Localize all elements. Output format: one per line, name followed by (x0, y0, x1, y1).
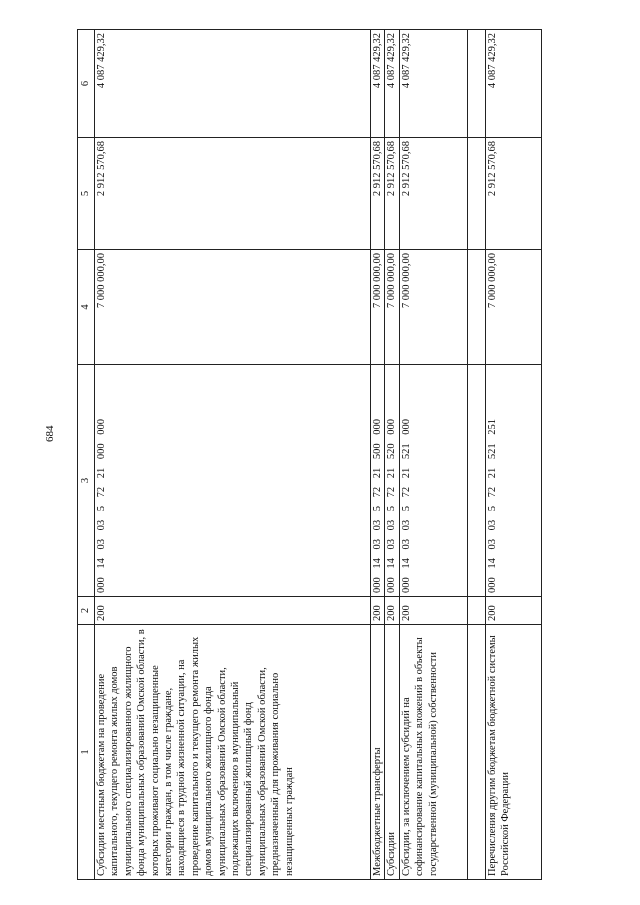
row-col4: 7 000 000,00 (371, 250, 385, 365)
row-name: Субсидии, за исключением субсидий на софинансирование капитальных вложений в объекты государственной (муниципальной) собственности (399, 625, 467, 880)
row-col2 (467, 597, 485, 625)
page-number: 684 (44, 425, 56, 442)
header-col-3: 3 (78, 365, 95, 597)
table-header-row (78, 30, 95, 880)
rotated-table-container (77, 30, 542, 880)
row-col5: 2 912 570,68 (385, 138, 399, 250)
row-col4 (467, 250, 485, 365)
row-name: Межбюджетные трансферты (371, 625, 385, 880)
row-col4: 7 000 000,00 (95, 250, 371, 365)
table-row (385, 30, 399, 880)
row-name: Перечисления другим бюджетам бюджетной системы Российской Федерации (485, 625, 541, 880)
row-col2: 200 (399, 597, 467, 625)
header-col-5: 5 (78, 138, 95, 250)
row-col2: 200 (485, 597, 541, 625)
row-col4: 7 000 000,00 (385, 250, 399, 365)
header-col-1: 1 (78, 625, 95, 880)
row-col5: 2 912 570,68 (95, 138, 371, 250)
row-col4: 7 000 000,00 (485, 250, 541, 365)
header-col-4: 4 (78, 250, 95, 365)
table-row (95, 30, 371, 880)
table-row (467, 30, 485, 880)
row-col6 (467, 30, 485, 138)
header-col-2: 2 (78, 597, 95, 625)
row-name: Субсидии местным бюджетам на проведение капитального, текущего ремонта жилых домов муниципального специализированного жилищного фонда муниципальных образований Омской области, в которых проживают социально незащищенные категории граждан, в том числе граждане, находящиеся в трудной жизненной ситуации, на проведение капитального и текущего ремонта жилых домов муниципального жилищного фонда муниципальных образований Омской области, подлежащих включению в муниципальный специализированный жилищный фонд муниципальных образований Омской области, предназначенный для проживания социально незащищенных граждан (95, 625, 371, 880)
row-code: 000 14 03 03 5 72 21 000 000 (95, 365, 371, 597)
row-col2: 200 (371, 597, 385, 625)
row-col6: 4 087 429,32 (95, 30, 371, 138)
row-col6: 4 087 429,32 (385, 30, 399, 138)
row-col6: 4 087 429,32 (485, 30, 541, 138)
budget-table (77, 29, 542, 880)
row-code: 000 14 03 03 5 72 21 520 000 (385, 365, 399, 597)
table-row (399, 30, 467, 880)
row-name: Субсидии (385, 625, 399, 880)
row-col6: 4 087 429,32 (399, 30, 467, 138)
row-col2: 200 (385, 597, 399, 625)
row-col5: 2 912 570,68 (485, 138, 541, 250)
row-col4: 7 000 000,00 (399, 250, 467, 365)
row-col6: 4 087 429,32 (371, 30, 385, 138)
row-code: 000 14 03 03 5 72 21 521 251 (485, 365, 541, 597)
row-code (467, 365, 485, 597)
header-col-6: 6 (78, 30, 95, 138)
table-row (371, 30, 385, 880)
row-col5: 2 912 570,68 (371, 138, 385, 250)
row-name (467, 625, 485, 880)
table-row (485, 30, 541, 880)
row-code: 000 14 03 03 5 72 21 500 000 (371, 365, 385, 597)
row-col2: 200 (95, 597, 371, 625)
row-col5: 2 912 570,68 (399, 138, 467, 250)
row-col5 (467, 138, 485, 250)
row-code: 000 14 03 03 5 72 21 521 000 (399, 365, 467, 597)
